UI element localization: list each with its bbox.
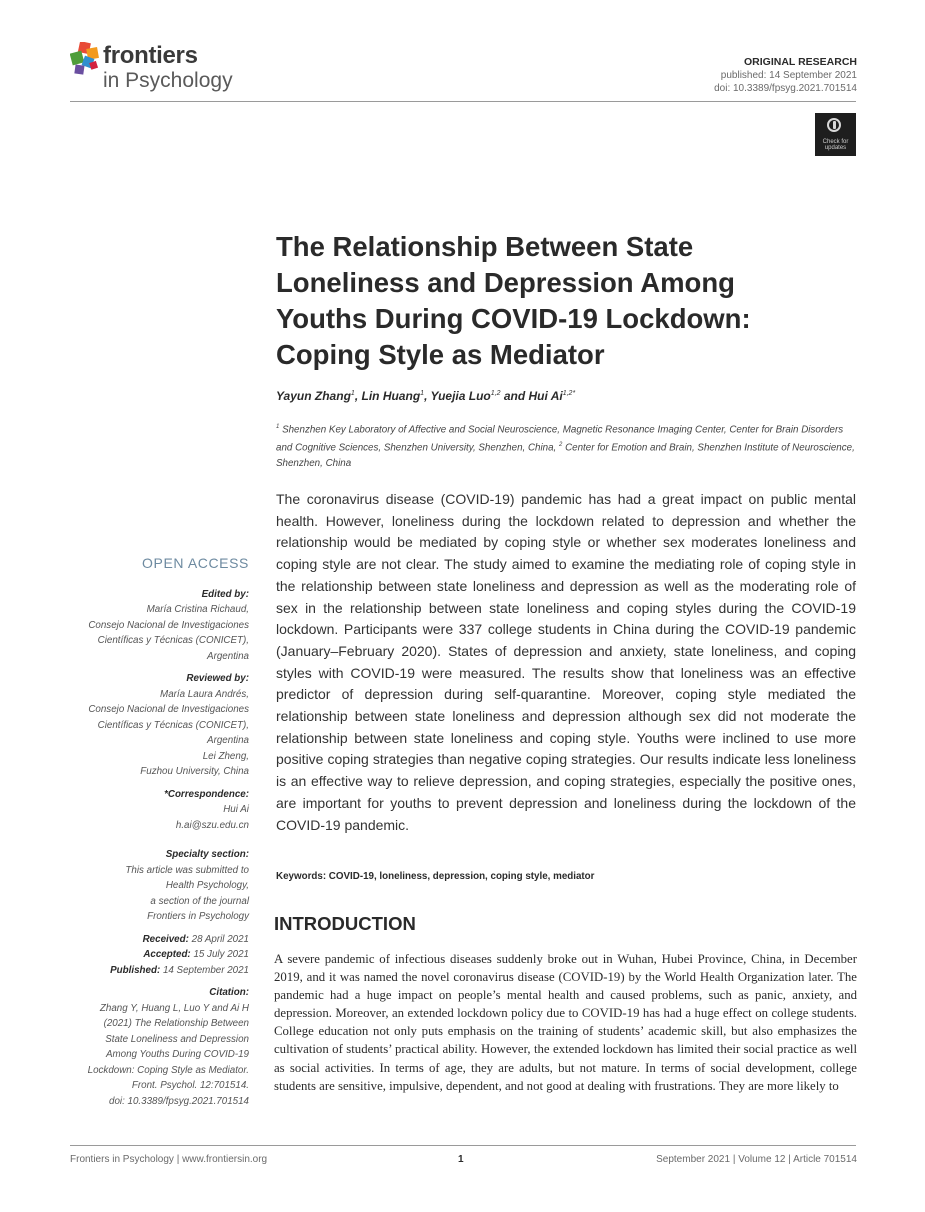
published-date-sidebar — [49, 963, 249, 979]
article-title — [276, 229, 856, 373]
correspondence-email-link[interactable]: h.ai@szu.edu.cn — [175, 819, 249, 831]
received-value: 28 April 2021 — [191, 933, 249, 945]
published-value: 14 September 2021 — [162, 964, 249, 976]
affil-sup: 1 — [276, 424, 280, 430]
reviewer-line: Lei Zheng, — [202, 750, 249, 762]
editor-line: Argentina — [207, 650, 249, 662]
article-type: ORIGINAL RESEARCH — [744, 56, 857, 68]
received-date — [49, 932, 249, 948]
author-name[interactable]: Lin Huang — [361, 389, 421, 403]
bookmark-icon — [827, 118, 841, 132]
abstract: The coronavirus disease (COVID-19) pandemic has had a great impact on public mental health. However, loneliness during the lockdown related to depression and whether the relationship would be mediated by coping style or whether sex moderates loneliness and coping style are not clear. The study aimed to examine the mediating role of coping style in the relationship between state loneliness and depression as well as the moderating role of sex in the relationship between state loneliness and coping styles during the COVID-19 lockdown. Participants were 337 college students in China during the COVID-19 pandemic (January–February 2020). States of depression and anxiety, state loneliness, and coping styles with COVID-19 were measured. The results show that loneliness was an effective predictor of depression during self-quarantine. Moreover, coping style mediated the relationship between state loneliness and depression although sex did not moderate the relationship between state loneliness and coping style. Youths were inclined to use more positive coping strategies than negative coping strategies. Our results indicate less loneliness is an effective way to relieve depression, and coping strategies, especially the positive ones, are important for youths to prevent depression and loneliness during the lockdown of the COVID-19 pandemic. — [276, 491, 856, 833]
accepted-date — [49, 947, 249, 963]
article-doi[interactable]: doi: 10.3389/fpsyg.2021.701514 — [714, 83, 857, 94]
reviewer-line: Científicas y Técnicas (CONICET), — [97, 719, 249, 731]
introduction-heading: INTRODUCTION — [274, 913, 416, 934]
header-divider — [70, 101, 856, 102]
check-for-updates-button[interactable] — [815, 113, 856, 156]
author-name[interactable]: Hui Ai — [528, 389, 563, 403]
specialty-line: This article was submitted to — [125, 864, 249, 876]
title-line: The Relationship Between State — [276, 231, 694, 262]
author-affil-sup: 1,2* — [562, 390, 576, 397]
published-label: Published: — [110, 964, 161, 976]
specialty-line: a section of the journal — [150, 895, 249, 907]
title-line: Coping Style as Mediator — [276, 339, 605, 370]
footer-issue-info: September 2021 | Volume 12 | Article 701514 — [656, 1154, 857, 1165]
keywords: Keywords: COVID-19, loneliness, depression, coping style, mediator — [276, 871, 595, 882]
citation-line: Among Youths During COVID-19 — [105, 1049, 249, 1060]
reviewed-by-label: Reviewed by: — [186, 673, 249, 684]
article-info-sidebar — [49, 556, 249, 1109]
reviewer-line: Argentina — [207, 735, 249, 746]
author-affil-sup: 1,2 — [490, 390, 501, 397]
correspondence-name: Hui Ai — [223, 804, 249, 815]
correspondence-label: *Correspondence: — [164, 788, 249, 800]
editor-line: María Cristina Richaud, — [146, 604, 249, 615]
open-access-label: OPEN ACCESS — [142, 555, 249, 571]
footer-journal-link[interactable]: Frontiers in Psychology | www.frontiersin.org — [70, 1154, 268, 1165]
introduction-paragraph: A severe pandemic of infectious diseases suddenly broke out in Wuhan, Hubei Province, China, in December 2019, and it was named the novel coronavirus disease (COVID-19) by the World Health Organization later. The pandemic had a huge impact on people’s mental health and caused problems, such as panic, anxiety, and depression. Moreover, an extended lockdown policy due to COVID-19 has had a huge effect on college students. College education not only puts emphasis on the training of students’ academic skill, but also emphasizes the cultivation of students’ practical ability. However, the extended lockdown has limited their social practice as well as social activities. In terms of age, they are adults, but not mature. In terms of social development, college students are sensitive, impulsive, dependent, and not good at dealing with frustrations. They are more likely to — [274, 952, 857, 1093]
title-line: Loneliness and Depression Among — [276, 267, 735, 298]
citation-line: State Loneliness and Depression — [105, 1033, 249, 1045]
editor-line: Consejo Nacional de Investigaciones — [88, 619, 249, 631]
accepted-label: Accepted: — [143, 949, 191, 960]
author-name[interactable]: Yayun Zhang — [276, 389, 351, 403]
affil-sup: 2 — [559, 442, 563, 449]
author-affil-sup: 1 — [420, 390, 425, 397]
accepted-value: 15 July 2021 — [193, 949, 249, 960]
received-label: Received: — [142, 933, 189, 945]
citation-line: Zhang Y, Huang L, Luo Y and Ai H — [99, 1002, 249, 1014]
journal-logo — [70, 42, 250, 94]
specialty-line: Frontiers in Psychology — [147, 911, 249, 922]
title-line: Youths During COVID-19 Lockdown: — [276, 303, 751, 334]
citation-label: Citation: — [209, 987, 249, 998]
affiliation-2: Center for Emotion and Brain, Shenzhen Institute of Neuroscience, Shenzhen, China — [276, 442, 855, 470]
edited-by-label: Edited by: — [201, 588, 249, 600]
citation-line: (2021) The Relationship Between — [103, 1018, 249, 1029]
reviewer-line: Fuzhou University, China — [140, 766, 249, 777]
author-name[interactable]: Yuejia Luo — [430, 389, 491, 403]
logo-word-frontiers: frontiers — [103, 42, 198, 69]
reviewer-line: Consejo Nacional de Investigaciones — [88, 704, 249, 715]
affiliations — [276, 420, 856, 472]
footer-divider — [70, 1145, 856, 1146]
author-sep: , — [354, 389, 362, 403]
check-for-updates-label: Check for updates — [822, 139, 849, 151]
citation-line: Front. Psychol. 12:701514. — [131, 1080, 249, 1091]
author-affil-sup: 1 — [350, 390, 355, 397]
specialty-line: Health Psychology, — [165, 880, 249, 891]
published-date: published: 14 September 2021 — [720, 70, 857, 81]
logo-word-journal: in Psychology — [103, 69, 233, 92]
specialty-section-label: Specialty section: — [165, 849, 249, 860]
author-sep: and — [500, 389, 529, 403]
frontiers-logo-icon — [70, 42, 100, 76]
reviewer-line: María Laura Andrés, — [160, 688, 249, 700]
author-sep: , — [424, 389, 431, 403]
citation-doi-link[interactable]: doi: 10.3389/fpsyg.2021.701514 — [109, 1095, 249, 1107]
editor-line: Científicas y Técnicas (CONICET), — [97, 635, 249, 646]
author-list — [276, 389, 575, 403]
article-meta — [714, 56, 857, 95]
affiliation-1: Shenzhen Key Laboratory of Affective and Social Neuroscience, Magnetic Resonance Imaging Center, Center for Brain Disorders and Cognitive Sciences, Shenzhen University, Shenzhen, China, — [276, 424, 844, 454]
citation-line: Lockdown: Coping Style as Mediator. — [87, 1064, 249, 1076]
page-number: 1 — [458, 1154, 464, 1165]
